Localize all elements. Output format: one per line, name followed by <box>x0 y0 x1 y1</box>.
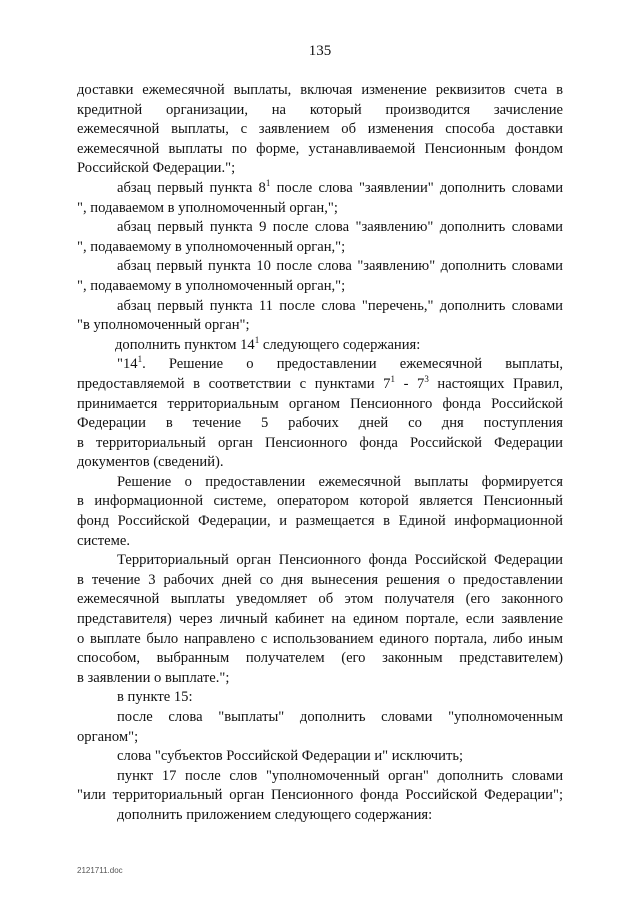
text-line: абзац первый пункта 11 после слова "перечень," дополнить словами <box>117 297 563 314</box>
text-line: системе. <box>77 532 130 549</box>
superscript: 1 <box>254 334 260 345</box>
text-line: Российской Федерации."; <box>77 160 236 177</box>
text-line: "в уполномоченный орган"; <box>77 317 250 334</box>
text-line: в заявлении о выплате."; <box>77 669 230 686</box>
text-line <box>77 355 563 375</box>
text-line: "или территориальный орган Пенсионного фонда Российской Федерации"; <box>77 787 563 804</box>
text-segment: "14 <box>117 356 138 373</box>
text-line <box>77 375 563 395</box>
text-segment: после слова "заявлении" дополнить словами <box>270 179 564 196</box>
text-line: Федерации в течение 5 рабочих дней со дня поступления <box>77 415 563 432</box>
text-segment: абзац первый пункта 8 <box>117 179 266 196</box>
text-line <box>77 336 563 356</box>
text-line <box>77 179 563 199</box>
superscript: 3 <box>424 374 429 385</box>
text-line: документов (сведений). <box>77 454 224 471</box>
text-line: ежемесячной выплаты по форме, устанавливаемой Пенсионным фондом <box>77 140 563 157</box>
text-line: ежемесячной выплаты, с заявлением об изменения способа доставки <box>77 121 563 138</box>
text-line: абзац первый пункта 10 после слова "заявлению" дополнить словами <box>117 258 563 275</box>
text-line: представителя) через личный кабинет на едином портале, если заявление <box>77 611 563 628</box>
text-line: дополнить приложением следующего содержания: <box>117 806 433 823</box>
text-line: принимается территориальным органом Пенсионного фонда Российской <box>77 395 563 412</box>
superscript: 1 <box>390 374 395 385</box>
text-line: абзац первый пункта 9 после слова "заявлению" дополнить словами <box>117 219 563 236</box>
text-line: о выплате было направлено с использованием единого портала, либо иным <box>77 630 563 647</box>
text-line: ", подаваемом в уполномоченный орган,"; <box>77 199 338 216</box>
text-line: в пункте 15: <box>117 689 193 706</box>
footer-filename: 2121711.doc <box>77 866 123 875</box>
text-line: в территориальный орган Пенсионного фонда Российской Федерации <box>77 434 563 451</box>
text-line: Территориальный орган Пенсионного фонда Российской Федерации <box>117 552 563 569</box>
text-segment: - 7 <box>394 375 425 392</box>
text-line: ", подаваемому в уполномоченный орган,"; <box>77 238 346 255</box>
superscript: 1 <box>137 354 143 365</box>
text-line: в информационной системе, оператором которой является Пенсионный <box>77 493 563 510</box>
text-line: пункт 17 после слов "уполномоченный орган" дополнить словами <box>117 767 563 784</box>
text-line: после слова "выплаты" дополнить словами "уполномоченным <box>117 709 563 725</box>
text-line: кредитной организации, на который производится зачисление <box>77 101 563 118</box>
text-line: способом, выбранным получателем (его законным представителем) <box>77 650 563 667</box>
text-line: в течение 3 рабочих дней со дня вынесения решения о предоставлении <box>77 571 563 588</box>
text-line: фонд Российской Федерации, и размещается в Единой информационной <box>77 513 563 530</box>
page-number: 135 <box>308 43 332 59</box>
text-segment: настоящих Правил, <box>428 375 563 392</box>
document-body <box>77 81 563 826</box>
text-line: ежемесячной выплаты уведомляет об этом получателя (его законного <box>77 591 563 608</box>
text-line: слова "субъектов Российской Федерации и" исключить; <box>117 748 464 765</box>
text-line: Решение о предоставлении ежемесячной выплаты формируется <box>117 473 563 490</box>
text-line: ", подаваемому в уполномоченный орган,"; <box>77 277 346 294</box>
text-segment: дополнить пунктом 14 <box>115 336 255 353</box>
text-segment: . Решение о предоставлении ежемесячной выплаты, <box>142 356 563 373</box>
text-segment: предоставляемой в соответствии с пунктами 7 <box>77 375 391 392</box>
superscript: 1 <box>265 178 271 189</box>
text-line: органом"; <box>77 728 139 745</box>
text-line: доставки ежемесячной выплаты, включая изменение реквизитов счета в <box>77 82 563 98</box>
text-segment: следующего содержания: <box>259 336 421 353</box>
